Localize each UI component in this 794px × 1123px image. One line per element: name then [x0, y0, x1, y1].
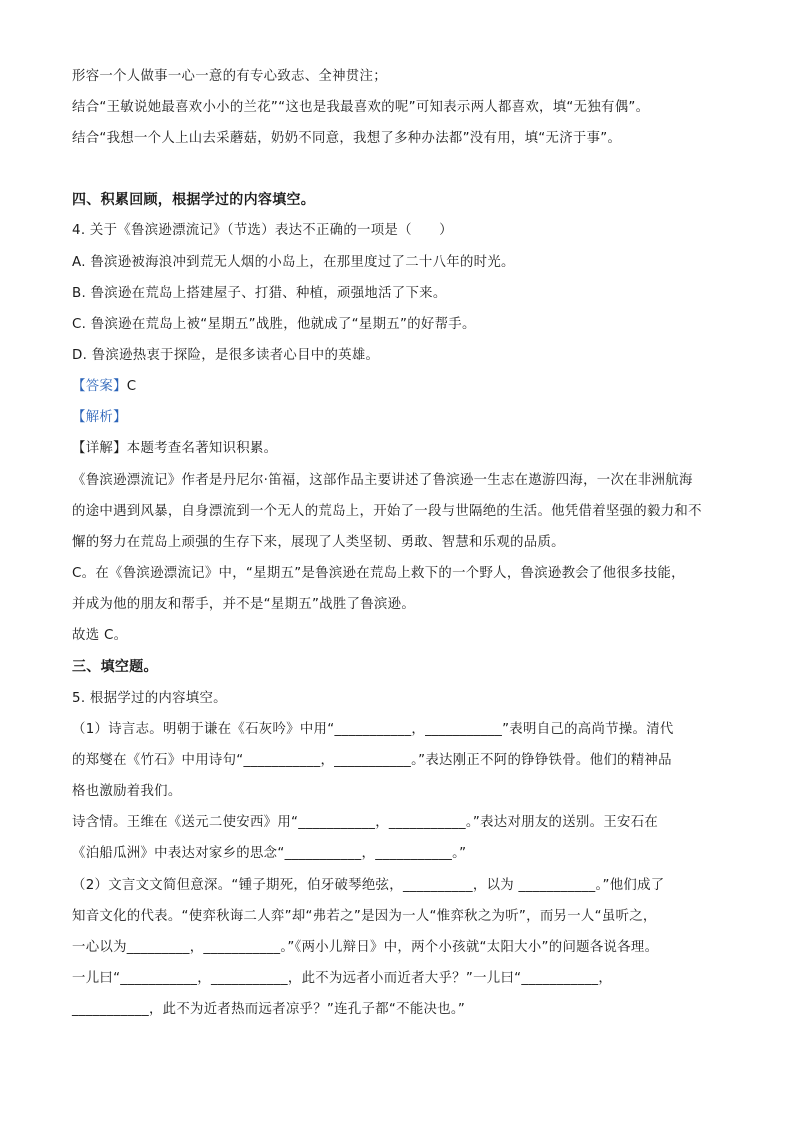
- text-line: 并成为他的朋友和帮手，并不是“星期五”战胜了鲁滨逊。: [72, 597, 416, 612]
- question-stem: 5. 根据学过的内容填空。: [72, 691, 227, 706]
- text-line: 结合“我想一个人上山去采蘑菇，奶奶不同意，我想了多种办法都”没有用，填“无济于事”。: [72, 131, 622, 146]
- text-line: 结合“王敏说她最喜欢小小的兰花”“这也是我最喜欢的呢”可知表示两人都喜欢，填“无独有偶”。: [72, 100, 650, 115]
- section-heading: 四、积累回顾，根据学过的内容填空。: [72, 192, 316, 208]
- option-b: B. 鲁滨逊在荒岛上搭建屋子、打猎、种植，顽强地活了下来。: [72, 286, 447, 301]
- text-line: 懈的努力在荒岛上顽强的生存下来，展现了人类坚韧、勇敢、智慧和乐观的品质。: [72, 535, 565, 550]
- text-line: 的途中遇到风暴，自身漂流到一个无人的荒岛上，开始了一段与世隔绝的生活。他凭借着坚强的毅力和不: [72, 504, 702, 519]
- text-line: 格也激励着我们。: [72, 784, 182, 799]
- text-line: 知音文化的代表。“使弈秋诲二人弈”却“弗若之”是因为一人“惟弈秋之为听”，而另一人“虽听之，: [72, 909, 657, 924]
- option-d: D. 鲁滨逊热衷于探险，是很多读者心目中的英雄。: [72, 348, 380, 363]
- analysis-label: 【解析】: [72, 410, 127, 425]
- text-line: 《鲁滨逊漂流记》作者是丹尼尔·笛福，这部作品主要讲述了鲁滨逊一生志在遨游四海，一次在非洲航海: [72, 473, 693, 488]
- text-line: 一心以为_________，___________。”《两小儿辩日》中，两个小孩就“太阳大小”的问题各说各理。: [72, 940, 659, 955]
- text-line: 的郑燮在《竹石》中用诗句“___________，___________。”表达刚正不阿的铮铮铁骨。他们的精神品: [72, 753, 672, 768]
- text-line: 《泊船瓜洲》中表达对家乡的思念“___________，___________。”: [72, 846, 467, 861]
- text-line: C。在《鲁滨逊漂流记》中，“星期五”是鲁滨逊在荒岛上救下的一个野人，鲁滨逊教会了他很多技能，: [72, 566, 685, 581]
- text-line: 故选 C。: [72, 628, 128, 643]
- text-line: 诗含情。王维在《送元二使安西》用“___________，___________。”表达对朋友的送别。王安石在: [72, 815, 659, 830]
- question-stem: 4. 关于《鲁滨逊漂流记》（节选）表达不正确的一项是（ ）: [72, 223, 453, 238]
- answer-value: C: [126, 379, 137, 394]
- text-line: 【详解】本题考查名著知识积累。: [72, 441, 278, 456]
- text-line: （2）文言文文简但意深。“锺子期死，伯牙破琴绝弦，__________，以为 ___________。”他们成了: [72, 878, 665, 893]
- answer-label: 【答案】: [72, 379, 127, 394]
- section-heading: 三、填空题。: [72, 659, 158, 675]
- answer-line: [72, 377, 136, 397]
- text-line: 形容一个人做事一心一意的有专心致志、全神贯注；: [72, 69, 387, 84]
- option-a: A. 鲁滨逊被海浪冲到荒无人烟的小岛上，在那里度过了二十八年的时光。: [72, 255, 515, 270]
- text-line: 一儿曰“___________，___________，此不为远者小而近者大乎？”一儿曰“___________，: [72, 971, 613, 986]
- text-line: （1）诗言志。明朝于谦在《石灰吟》中用“___________，___________”表明自己的高尚节操。清代: [72, 722, 674, 737]
- option-c: C. 鲁滨逊在荒岛上被“星期五”战胜，他就成了“星期五”的好帮手。: [72, 317, 476, 332]
- text-line: ___________，此不为近者热而远者凉乎？”连孔子都“不能决也。”: [72, 1002, 466, 1017]
